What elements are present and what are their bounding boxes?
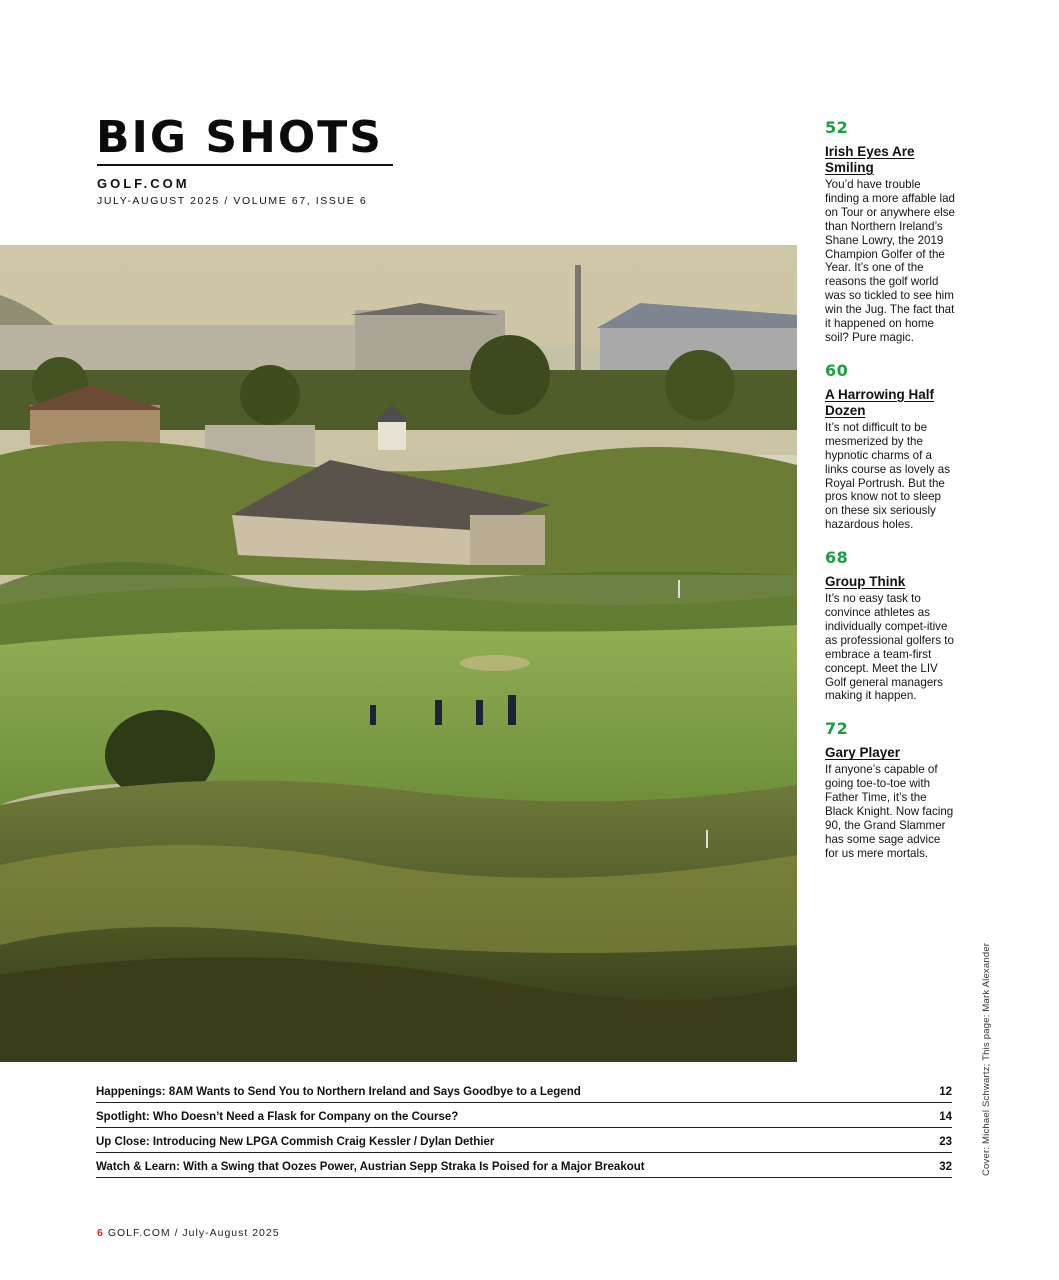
feature-item[interactable] xyxy=(825,118,955,345)
feature-page-number: 52 xyxy=(825,118,849,137)
feature-title[interactable]: Gary Player xyxy=(825,745,901,761)
page-footer xyxy=(97,1227,280,1239)
footer-text: GOLF.COM / July-August 2025 xyxy=(107,1227,280,1239)
toc-page: 32 xyxy=(939,1161,952,1173)
feature-description: It’s no easy task to convince athletes as individually compet-itive as professional golfers to embrace a team-first concept. Meet the LIV Golf general managers making it happen. xyxy=(825,592,954,703)
toc-label[interactable]: Happenings: 8AM Wants to Send You to Northern Ireland and Says Goodbye to a Legend xyxy=(96,1086,581,1098)
feature-list xyxy=(825,118,955,877)
toc-row[interactable] xyxy=(96,1086,952,1103)
site-name: GOLF.COM xyxy=(97,176,190,191)
footer-page-number: 6 xyxy=(97,1227,104,1239)
feature-page-number: 68 xyxy=(825,548,849,568)
toc-row[interactable] xyxy=(96,1111,952,1128)
feature-description: If anyone’s capable of going toe-to-toe with Father Time, it’s the Black Knight. Now facing 90, the Grand Slammer has some sage advice for us mere mortals. xyxy=(825,763,954,860)
feature-title[interactable]: Group Think xyxy=(825,574,906,590)
feature-title[interactable]: Irish Eyes Are Smiling xyxy=(825,144,915,175)
feature-item[interactable] xyxy=(825,548,955,703)
toc-row[interactable] xyxy=(96,1161,952,1178)
toc-label[interactable]: Up Close: Introducing New LPGA Commish Craig Kessler / Dylan Dethier xyxy=(96,1136,495,1148)
issue-info: JULY-AUGUST 2025 / VOLUME 67, ISSUE 6 xyxy=(97,195,368,207)
feature-item[interactable] xyxy=(825,361,955,532)
photo-credit: Cover: Michael Schwartz; This page: Mark Alexander xyxy=(981,942,992,1176)
feature-page-number: 72 xyxy=(825,719,849,739)
department-list xyxy=(96,1086,952,1186)
feature-description: It’s not difficult to be mesmerized by the hypnotic charms of a links course as lovely as Royal Portrush. But the pros know not to sleep on these six seriously hazardous holes. xyxy=(825,420,951,532)
toc-row[interactable] xyxy=(96,1136,952,1153)
page-title: BIG SHOTS xyxy=(96,112,383,163)
toc-label[interactable]: Spotlight: Who Doesn’t Need a Flask for Company on the Course? xyxy=(96,1111,459,1123)
feature-item[interactable] xyxy=(825,719,955,860)
feature-page-number: 60 xyxy=(825,360,849,380)
toc-page: 23 xyxy=(939,1136,952,1148)
title-divider xyxy=(97,164,393,166)
golf-course-photo xyxy=(0,245,797,1062)
feature-title[interactable]: A Harrowing Half Dozen xyxy=(825,386,935,418)
feature-description: You’d have trouble finding a more affable lad on Tour or anywhere else than Northern Ireland’s Shane Lowry, the 2019 Champion Golfer of the Year. It’s one of the reasons the golf world was so tickled to see him win the Jug. The fact that it happened on home soil? Pure magic. xyxy=(825,178,955,344)
toc-page: 14 xyxy=(939,1111,952,1123)
toc-label[interactable]: Watch & Learn: With a Swing that Oozes Power, Austrian Sepp Straka Is Poised for a Major Breakout xyxy=(96,1161,645,1173)
toc-page: 12 xyxy=(939,1086,952,1098)
